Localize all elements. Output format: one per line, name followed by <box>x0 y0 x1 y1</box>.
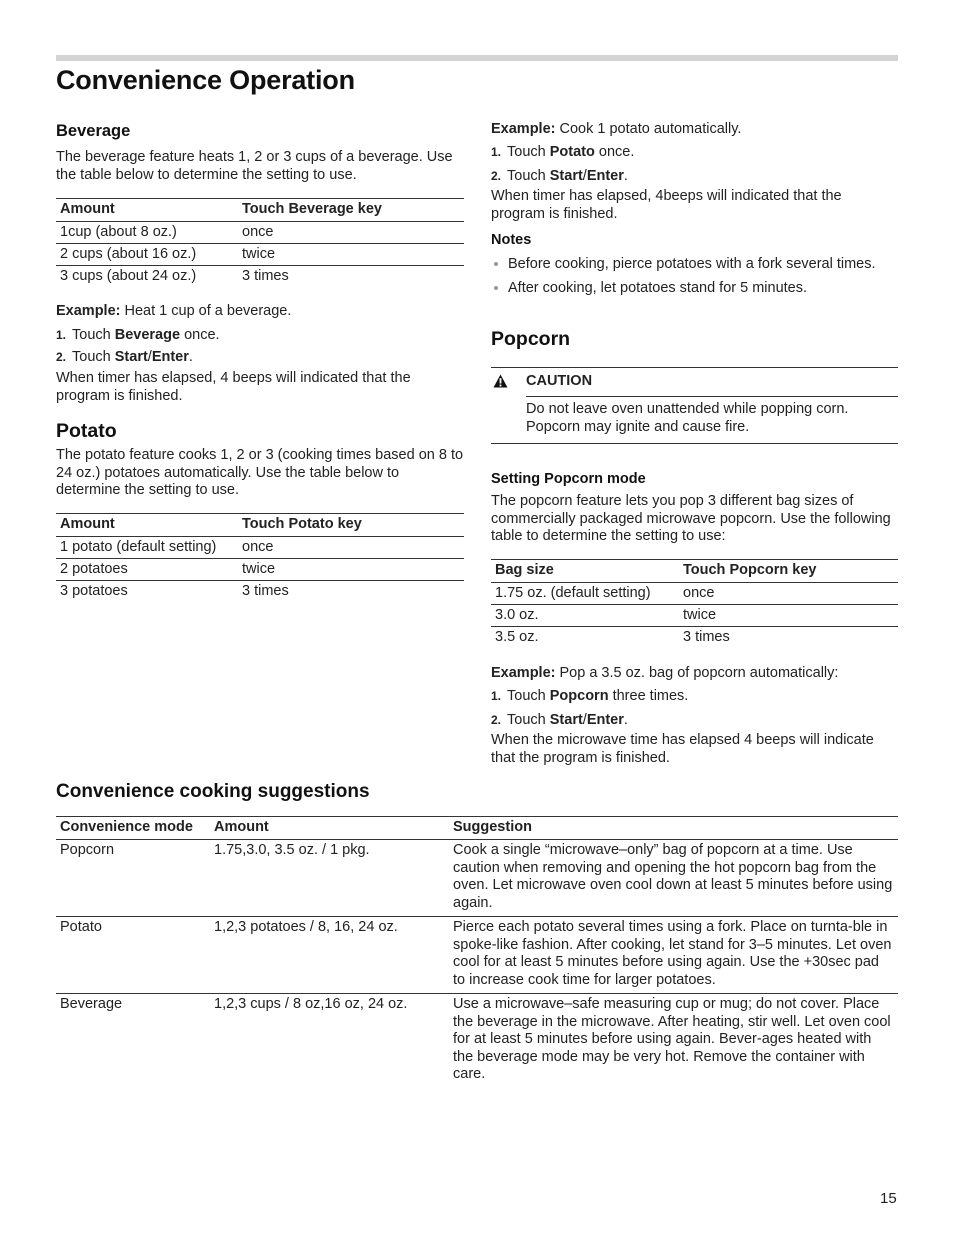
page-number: 15 <box>880 1190 897 1207</box>
caution-divider <box>526 396 898 397</box>
popcorn-table <box>491 559 898 648</box>
table-cell: 1.75 oz. (default setting) <box>491 583 679 605</box>
beverage-step-2 <box>56 349 193 367</box>
suggestions-heading: Convenience cooking suggestions <box>56 781 370 802</box>
table-cell: Cook a single “microwave–only” bag of popcorn at a time. Use caution when removing and opening the hot popcorn bag from the oven. Let microwave oven cool down at least 5 minutes before using again. <box>449 840 898 917</box>
example-label: Example: <box>491 121 556 137</box>
potato-table <box>56 513 464 602</box>
table-row <box>491 583 898 605</box>
step-number: 2. <box>491 713 502 727</box>
beverage-example <box>56 303 291 321</box>
column-header: Touch Potato key <box>238 514 464 537</box>
table-row <box>56 244 464 266</box>
step-text: . <box>623 168 628 184</box>
caution-label: CAUTION <box>526 373 593 389</box>
table-cell: 3 times <box>242 582 289 599</box>
table-cell: 3 times <box>242 267 289 284</box>
note-text: Before cooking, pierce potatoes with a fork several times. <box>508 256 876 272</box>
step-text: Touch <box>507 168 550 184</box>
table-cell: twice <box>238 559 464 581</box>
step-text: . <box>623 712 628 728</box>
table-cell: 2 potatoes <box>56 559 238 581</box>
potato-intro: The potato feature cooks 1, 2 or 3 (cooking times based on 8 to 24 oz.) potatoes automatically. Use the table below to determine the setting to use. <box>56 447 464 498</box>
popcorn-example <box>491 665 838 683</box>
step-number: 2. <box>491 169 502 183</box>
notes-heading: Notes <box>491 232 532 248</box>
example-label: Example: <box>491 665 556 681</box>
beverage-heading: Beverage <box>56 122 131 140</box>
table-cell: once <box>679 583 898 605</box>
step-text: once. <box>180 327 220 343</box>
column-header: Convenience mode <box>56 817 210 840</box>
potato-step-1 <box>491 144 634 162</box>
notes-list <box>491 256 891 303</box>
key-name: Start <box>549 712 583 728</box>
key-name: Enter <box>586 712 624 728</box>
step-text: / <box>582 168 587 184</box>
popcorn-step-1 <box>491 688 688 706</box>
potato-heading: Potato <box>56 420 117 442</box>
step-text: Touch <box>507 144 550 160</box>
table-cell: 3 potatoes <box>60 582 128 599</box>
note-text: After cooking, let potatoes stand for 5 minutes. <box>508 279 808 296</box>
step-text: . <box>188 349 193 365</box>
table-header-row <box>56 817 898 840</box>
table-cell: Use a microwave–safe measuring cup or mug; do not cover. Place the beverage in the microwave. After heating, stir well. Let oven cool for at least 5 minutes before using again. Bever-ages heated with the beverage mode may be very hot. Remove the container with care. <box>453 996 891 1082</box>
table-cell: 3.5 oz. <box>495 628 539 645</box>
column-header: Touch Popcorn key <box>679 560 898 583</box>
bullet-icon <box>494 262 498 266</box>
table-cell: Pierce each potato several times using a fork. Place on turnta-ble in spoke-like fashion. After cooking, let stand for 3–5 minutes. Let oven cool for at least 5 minutes before using again. Use the +30sec pad to increase cook time for larger potatoes. <box>449 917 898 994</box>
table-row <box>56 266 464 288</box>
column-header: Touch Beverage key <box>238 199 464 222</box>
example-text: Cook 1 potato automatically. <box>555 121 742 137</box>
potato-example <box>491 121 741 139</box>
table-row <box>56 994 898 1088</box>
table-cell: 1.75,3.0, 3.5 oz. / 1 pkg. <box>210 840 449 917</box>
example-label: Example: <box>56 303 121 319</box>
step-number: 2. <box>56 350 67 364</box>
list-item <box>491 256 891 274</box>
table-cell: Popcorn <box>56 840 210 917</box>
beverage-intro: The beverage feature heats 1, 2 or 3 cups of a beverage. Use the table below to determine the setting to use. <box>56 149 453 183</box>
table-cell: 3 times <box>683 628 730 645</box>
popcorn-intro: The popcorn feature lets you pop 3 different bag sizes of commercially packaged microwave popcorn. Use the following table to determine the setting to use: <box>491 493 891 544</box>
key-name: Start <box>549 168 583 184</box>
table-row <box>56 581 464 603</box>
table-cell: 1,2,3 cups / 8 oz,16 oz, 24 oz. <box>214 996 408 1012</box>
caution-box <box>491 367 898 444</box>
column-header: Amount <box>56 199 238 222</box>
popcorn-step-2 <box>491 712 628 730</box>
key-name: Potato <box>549 144 595 160</box>
potato-result: When timer has elapsed, 4beeps will indicated that the program is finished. <box>491 188 842 222</box>
warning-triangle-icon <box>493 374 508 388</box>
table-header-row <box>56 514 464 537</box>
potato-step-2 <box>491 168 628 186</box>
table-cell: 2 cups (about 16 oz.) <box>56 244 238 266</box>
suggestions-table <box>56 816 898 1088</box>
list-item <box>491 280 891 298</box>
step-text: Touch <box>72 349 115 365</box>
table-row <box>56 559 464 581</box>
step-number: 1. <box>56 328 67 342</box>
table-cell: 3 cups (about 24 oz.) <box>60 267 197 284</box>
key-name: Enter <box>586 168 624 184</box>
page-title: Convenience Operation <box>56 65 355 95</box>
popcorn-heading: Popcorn <box>491 328 571 350</box>
table-cell: 3.0 oz. <box>491 605 679 627</box>
table-cell: twice <box>238 244 464 266</box>
table-header-row <box>491 560 898 583</box>
step-text: Touch <box>72 327 115 343</box>
table-cell: Potato <box>56 917 210 994</box>
column-header: Suggestion <box>449 817 898 840</box>
table-cell: 1cup (about 8 oz.) <box>56 222 238 244</box>
table-cell: 1,2,3 potatoes / 8, 16, 24 oz. <box>210 917 449 994</box>
step-number: 1. <box>491 689 502 703</box>
beverage-step-1 <box>56 327 220 345</box>
popcorn-mode-heading: Setting Popcorn mode <box>491 471 646 487</box>
table-header-row <box>56 199 464 222</box>
key-name: Popcorn <box>549 688 609 704</box>
table-cell: once <box>238 222 464 244</box>
table-cell: twice <box>679 605 898 627</box>
column-header: Bag size <box>491 560 679 583</box>
bullet-icon <box>494 286 498 290</box>
column-header: Amount <box>210 817 449 840</box>
beverage-table <box>56 198 464 287</box>
table-row <box>56 222 464 244</box>
step-text: / <box>582 712 587 728</box>
step-text: Touch <box>507 712 550 728</box>
table-row <box>491 627 898 649</box>
key-name: Enter <box>151 349 189 365</box>
step-text: three times. <box>608 688 689 704</box>
table-row <box>491 605 898 627</box>
table-cell: 1 potato (default setting) <box>56 537 238 559</box>
step-text: Touch <box>507 688 550 704</box>
example-text: Pop a 3.5 oz. bag of popcorn automatically: <box>555 665 839 681</box>
example-text: Heat 1 cup of a beverage. <box>120 303 292 319</box>
caution-text: Do not leave oven unattended while popping corn. Popcorn may ignite and cause fire. <box>526 401 849 435</box>
table-cell: once <box>238 537 464 559</box>
table-row <box>56 840 898 917</box>
header-rule <box>56 55 898 61</box>
table-row <box>56 537 464 559</box>
popcorn-result: When the microwave time has elapsed 4 beeps will indicate that the program is finished. <box>491 732 874 766</box>
table-cell: Beverage <box>60 996 123 1012</box>
beverage-result: When timer has elapsed, 4 beeps will indicated that the program is finished. <box>56 370 411 404</box>
column-header: Amount <box>56 514 238 537</box>
key-name: Beverage <box>114 327 181 343</box>
step-number: 1. <box>491 145 502 159</box>
step-text: once. <box>594 144 635 160</box>
step-text: / <box>147 349 152 365</box>
key-name: Start <box>114 349 148 365</box>
table-row <box>56 917 898 994</box>
